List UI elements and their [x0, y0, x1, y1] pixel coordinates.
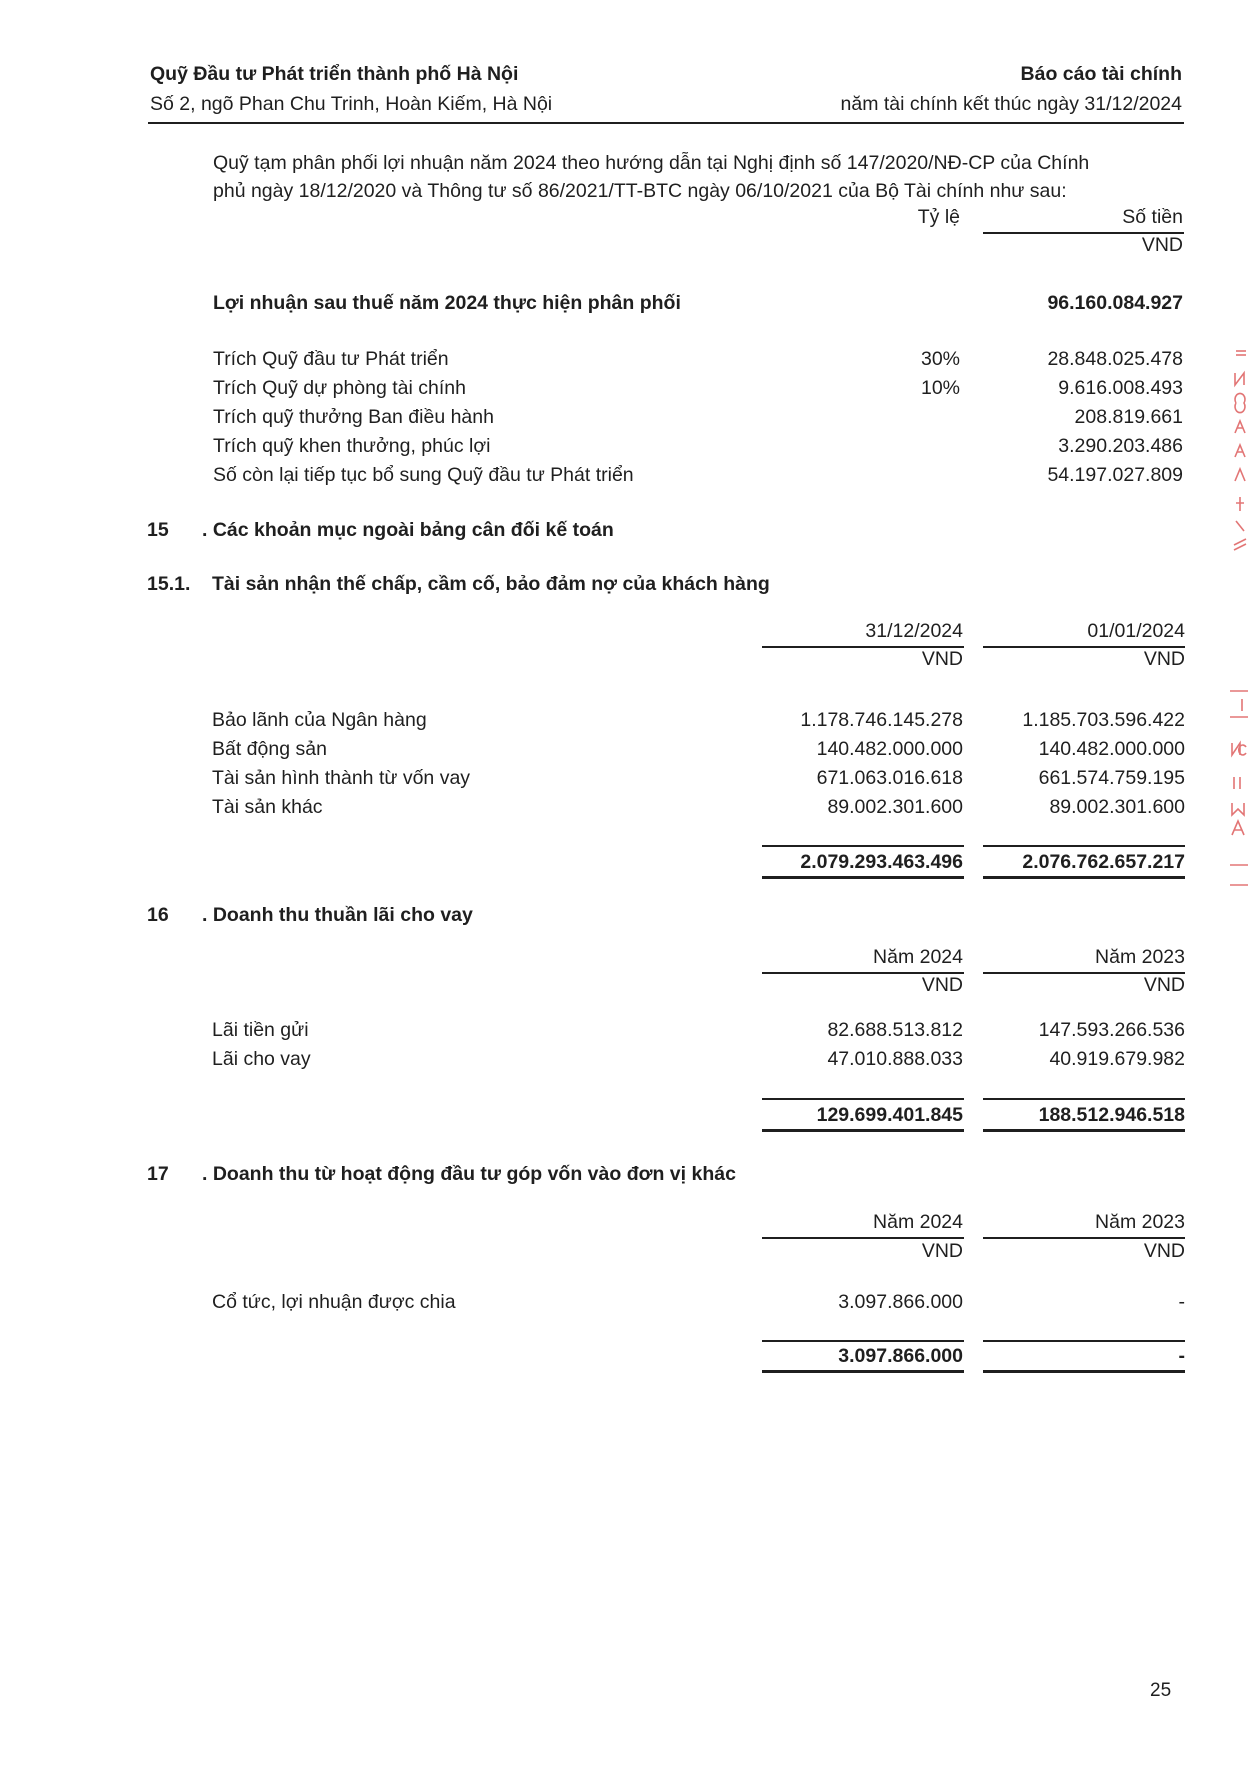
- column-2-unit: VND: [1143, 974, 1185, 996]
- distribution-row-label: Trích quỹ thưởng Ban điều hành: [213, 406, 494, 428]
- table-row-value-2: 140.482.000.000: [1038, 738, 1185, 760]
- distribution-row-ratio: 10%: [920, 377, 960, 399]
- table-total-1: 2.079.293.463.496: [800, 851, 963, 873]
- table-row-label: Lãi cho vay: [212, 1048, 311, 1070]
- column-2-header-rule: [983, 1237, 1185, 1239]
- column-header-ratio: Tỷ lệ: [917, 206, 960, 228]
- table-row-value-1: 140.482.000.000: [816, 738, 963, 760]
- column-header-2: Năm 2023: [1095, 1211, 1185, 1233]
- table-total-2: 188.512.946.518: [1038, 1104, 1185, 1126]
- section-title: . Các khoản mục ngoài bảng cân đối kế toán: [202, 519, 614, 541]
- table-total-2: -: [1178, 1345, 1185, 1367]
- table-row-value-2: 1.185.703.596.422: [1022, 709, 1185, 731]
- distribution-row-value: 208.819.661: [1074, 406, 1183, 428]
- organization-name: Quỹ Đầu tư Phát triển thành phố Hà Nội: [150, 63, 519, 85]
- column-1-unit: VND: [921, 648, 963, 670]
- total-top-rule: [983, 845, 1185, 847]
- organization-address: Số 2, ngõ Phan Chu Trinh, Hoàn Kiếm, Hà Nội: [150, 93, 553, 115]
- column-header-2: Năm 2023: [1095, 946, 1185, 968]
- table-row-value-1: 1.178.746.145.278: [800, 709, 963, 731]
- column-1-unit: VND: [921, 974, 963, 996]
- table-row-value-1: 47.010.888.033: [827, 1048, 963, 1070]
- total-top-rule: [762, 1098, 964, 1100]
- section-number: 15: [147, 519, 169, 541]
- column-header-1: 31/12/2024: [865, 620, 963, 642]
- total-bottom-rule: [983, 876, 1185, 879]
- total-top-rule: [983, 1340, 1185, 1342]
- distribution-row-label: Trích Quỹ đầu tư Phát triển: [213, 348, 449, 370]
- section-number: 16: [147, 904, 169, 926]
- column-header-1: Năm 2024: [873, 1211, 963, 1233]
- table-row-value-1: 671.063.016.618: [816, 767, 963, 789]
- table-row-label: Tài sản hình thành từ vốn vay: [212, 767, 471, 789]
- section-title: . Doanh thu từ hoạt động đầu tư góp vốn vào đơn vị khác: [202, 1163, 736, 1185]
- stamp-bleed-mark: [1226, 685, 1250, 900]
- section-number: 15.1.: [147, 573, 191, 595]
- distribution-total-value: 96.160.084.927: [1047, 292, 1183, 314]
- section-title: Tài sản nhận thế chấp, cầm cố, bảo đảm nợ của khách hàng: [212, 573, 770, 595]
- table-row-value-1: 89.002.301.600: [827, 796, 963, 818]
- amount-currency: VND: [1141, 234, 1183, 256]
- report-period: năm tài chính kết thúc ngày 31/12/2024: [840, 93, 1182, 115]
- distribution-total-label: Lợi nhuận sau thuế năm 2024 thực hiện phân phối: [213, 292, 681, 314]
- column-2-unit: VND: [1143, 648, 1185, 670]
- stamp-bleed-mark: [1230, 345, 1250, 560]
- table-row-value-2: 40.919.679.982: [1049, 1048, 1185, 1070]
- distribution-row-ratio: 30%: [920, 348, 960, 370]
- total-top-rule: [762, 845, 964, 847]
- section-number: 17: [147, 1163, 169, 1185]
- total-bottom-rule: [762, 1129, 964, 1132]
- distribution-row-label: Trích Quỹ dự phòng tài chính: [213, 377, 466, 399]
- report-title: Báo cáo tài chính: [1020, 63, 1182, 85]
- distribution-row-value: 9.616.008.493: [1058, 377, 1183, 399]
- table-row-value-1: 3.097.866.000: [838, 1291, 963, 1313]
- table-total-1: 129.699.401.845: [816, 1104, 963, 1126]
- table-row-value-2: -: [1178, 1291, 1185, 1313]
- table-total-1: 3.097.866.000: [838, 1345, 963, 1367]
- header-rule: [148, 122, 1184, 124]
- table-total-2: 2.076.762.657.217: [1022, 851, 1185, 873]
- total-bottom-rule: [762, 876, 964, 879]
- page-number: 25: [1150, 1680, 1172, 1701]
- total-bottom-rule: [762, 1370, 964, 1373]
- total-top-rule: [762, 1340, 964, 1342]
- table-row-value-2: 147.593.266.536: [1038, 1019, 1185, 1041]
- distribution-row-label: Trích quỹ khen thưởng, phúc lợi: [213, 435, 491, 457]
- total-bottom-rule: [983, 1129, 1185, 1132]
- intro-line-2: phủ ngày 18/12/2020 và Thông tư số 86/2021/TT-BTC ngày 06/10/2021 của Bộ Tài chính như sau:: [213, 180, 1067, 202]
- table-row-label: Tài sản khác: [212, 796, 323, 818]
- table-row-label: Bảo lãnh của Ngân hàng: [212, 709, 427, 731]
- distribution-row-value: 28.848.025.478: [1047, 348, 1183, 370]
- table-row-value-2: 89.002.301.600: [1049, 796, 1185, 818]
- column-1-header-rule: [762, 1237, 964, 1239]
- column-header-2: 01/01/2024: [1087, 620, 1185, 642]
- distribution-row-value: 3.290.203.486: [1058, 435, 1183, 457]
- total-top-rule: [983, 1098, 1185, 1100]
- column-header-1: Năm 2024: [873, 946, 963, 968]
- column-header-amount: Số tiền: [1122, 206, 1183, 228]
- column-2-unit: VND: [1143, 1240, 1185, 1262]
- distribution-row-value: 54.197.027.809: [1047, 464, 1183, 486]
- column-1-unit: VND: [921, 1240, 963, 1262]
- table-row-label: Bất động sản: [212, 738, 327, 760]
- distribution-row-label: Số còn lại tiếp tục bổ sung Quỹ đầu tư Phát triển: [213, 464, 634, 486]
- table-row-value-2: 661.574.759.195: [1038, 767, 1185, 789]
- section-title: . Doanh thu thuần lãi cho vay: [202, 904, 473, 926]
- table-row-label: Cổ tức, lợi nhuận được chia: [212, 1291, 456, 1313]
- intro-line-1: Quỹ tạm phân phối lợi nhuận năm 2024 theo hướng dẫn tại Nghị định số 147/2020/NĐ-CP của Chính: [213, 152, 1090, 174]
- table-row-label: Lãi tiền gửi: [212, 1019, 309, 1041]
- table-row-value-1: 82.688.513.812: [827, 1019, 963, 1041]
- total-bottom-rule: [983, 1370, 1185, 1373]
